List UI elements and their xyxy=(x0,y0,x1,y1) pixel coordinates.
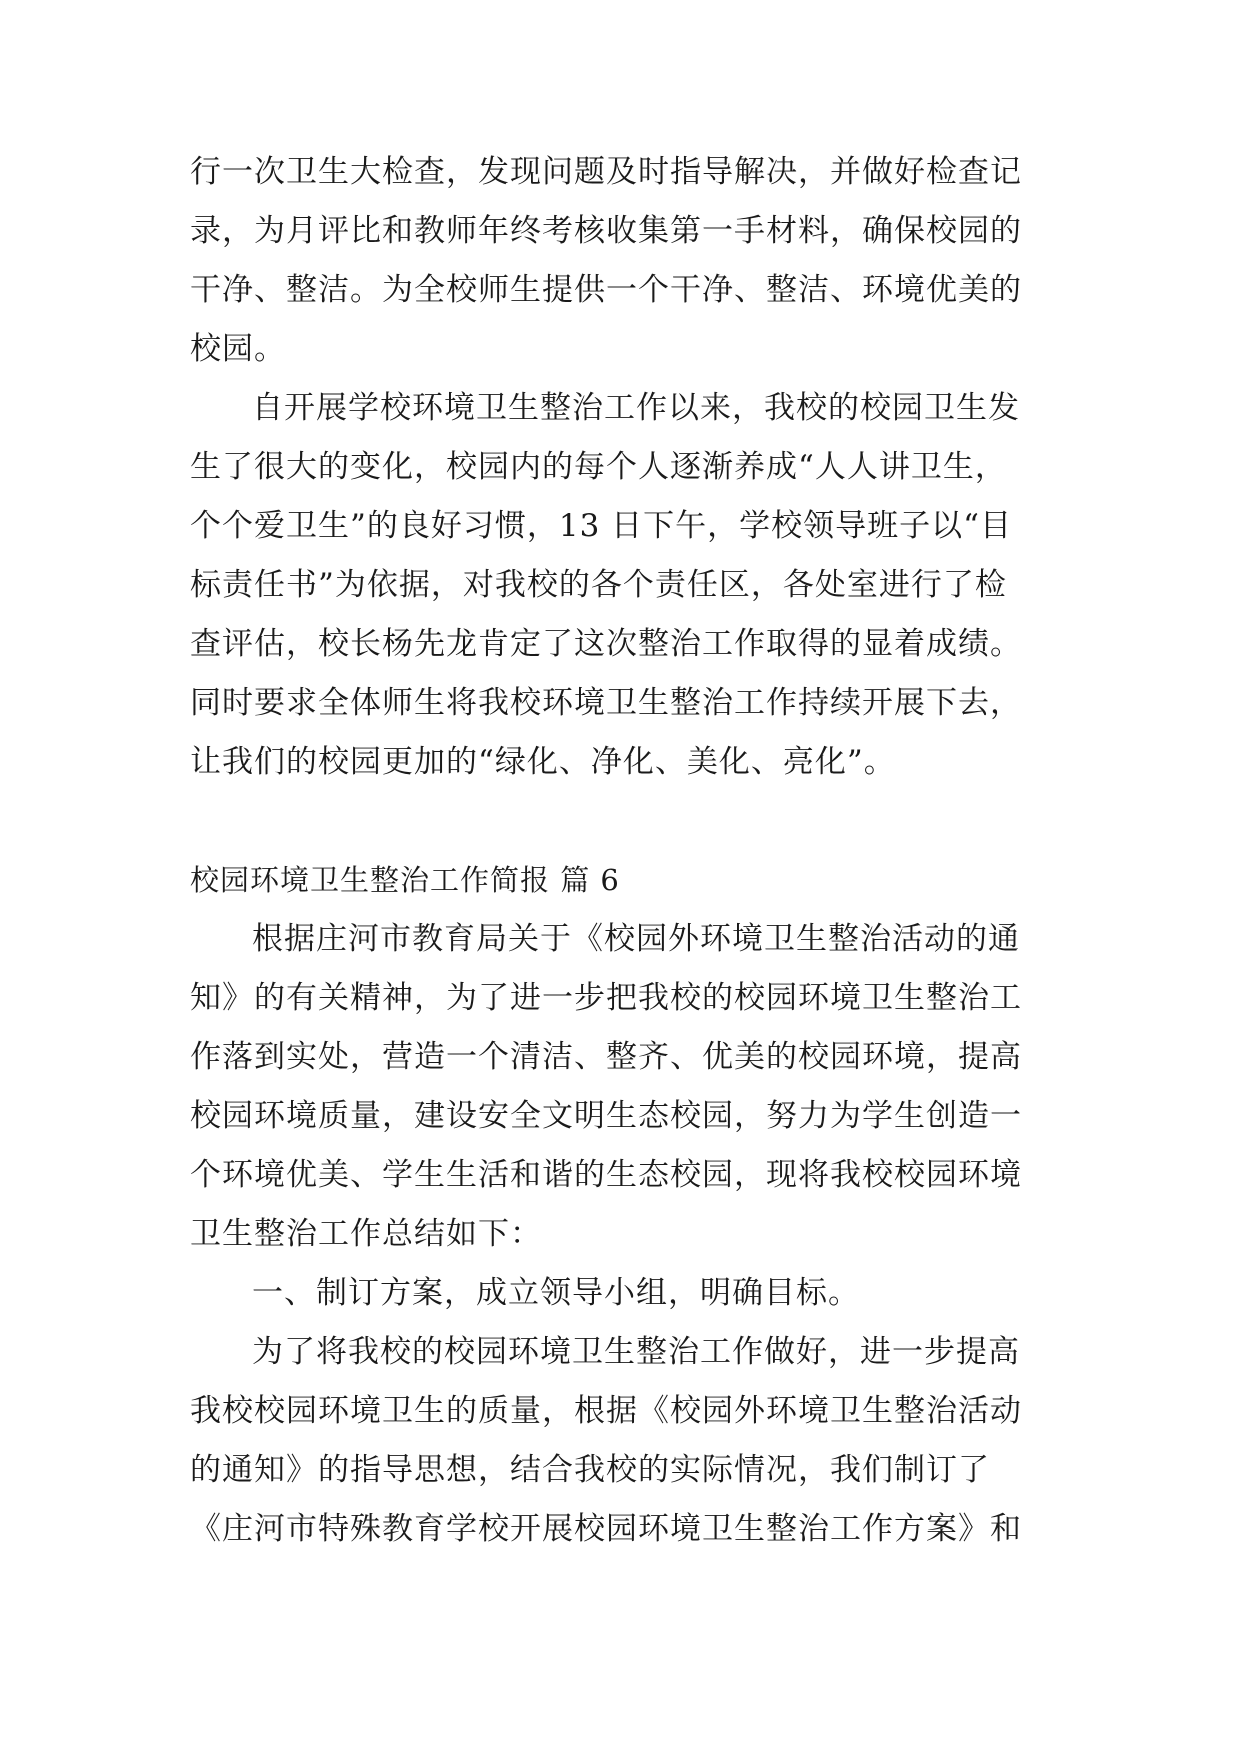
text-line: 个环境优美、学生生活和谐的生态校园，现将我校校园环境 xyxy=(190,1157,1022,1193)
text-line: 查评估，校长杨先龙肯定了这次整治工作取得的显着成绩。 xyxy=(190,626,1022,662)
text-line: 一、制订方案，成立领导小组，明确目标。 xyxy=(252,1275,860,1311)
text-line: 校园环境质量，建设安全文明生态校园，努力为学生创造一 xyxy=(190,1098,1022,1134)
text-line: 的通知》的指导思想，结合我校的实际情况，我们制订了 xyxy=(190,1452,990,1488)
text-line: 行一次卫生大检查，发现问题及时指导解决，并做好检查记 xyxy=(190,154,1022,190)
text-line: 标责任书”为依据，对我校的各个责任区，各处室进行了检 xyxy=(190,567,1007,603)
text-line: 根据庄河市教育局关于《校园外环境卫生整治活动的通 xyxy=(252,921,1020,957)
text-line: 作落到实处，营造一个清洁、整齐、优美的校园环境，提高 xyxy=(190,1039,1022,1075)
text-line: 生了很大的变化，校园内的每个人逐渐养成“人人讲卫生， xyxy=(190,449,1007,485)
text-line: 录，为月评比和教师年终考核收集第一手材料，确保校园的 xyxy=(190,213,1022,249)
section-heading: 校园环境卫生整治工作简报 篇 6 xyxy=(190,863,620,897)
text-line: 卫生整治工作总结如下： xyxy=(190,1216,542,1252)
text-line: 校园。 xyxy=(190,331,286,367)
text-line: 知》的有关精神，为了进一步把我校的校园环境卫生整治工 xyxy=(190,980,1022,1016)
text-line: 我校校园环境卫生的质量，根据《校园外环境卫生整治活动 xyxy=(190,1393,1022,1429)
text-line: 同时要求全体师生将我校环境卫生整治工作持续开展下去， xyxy=(190,685,1022,721)
text-line: 为了将我校的校园环境卫生整治工作做好，进一步提高 xyxy=(252,1334,1020,1370)
text-line: 干净、整洁。为全校师生提供一个干净、整洁、环境优美的 xyxy=(190,272,1022,308)
text-line: 让我们的校园更加的“绿化、净化、美化、亮化”。 xyxy=(190,744,896,780)
text-line: 个个爱卫生”的良好习惯，13 日下午，学校领导班子以“目 xyxy=(190,508,1012,544)
text-line: 自开展学校环境卫生整治工作以来，我校的校园卫生发 xyxy=(252,390,1020,426)
text-line: 《庄河市特殊教育学校开展校园环境卫生整治工作方案》和 xyxy=(190,1511,1022,1547)
